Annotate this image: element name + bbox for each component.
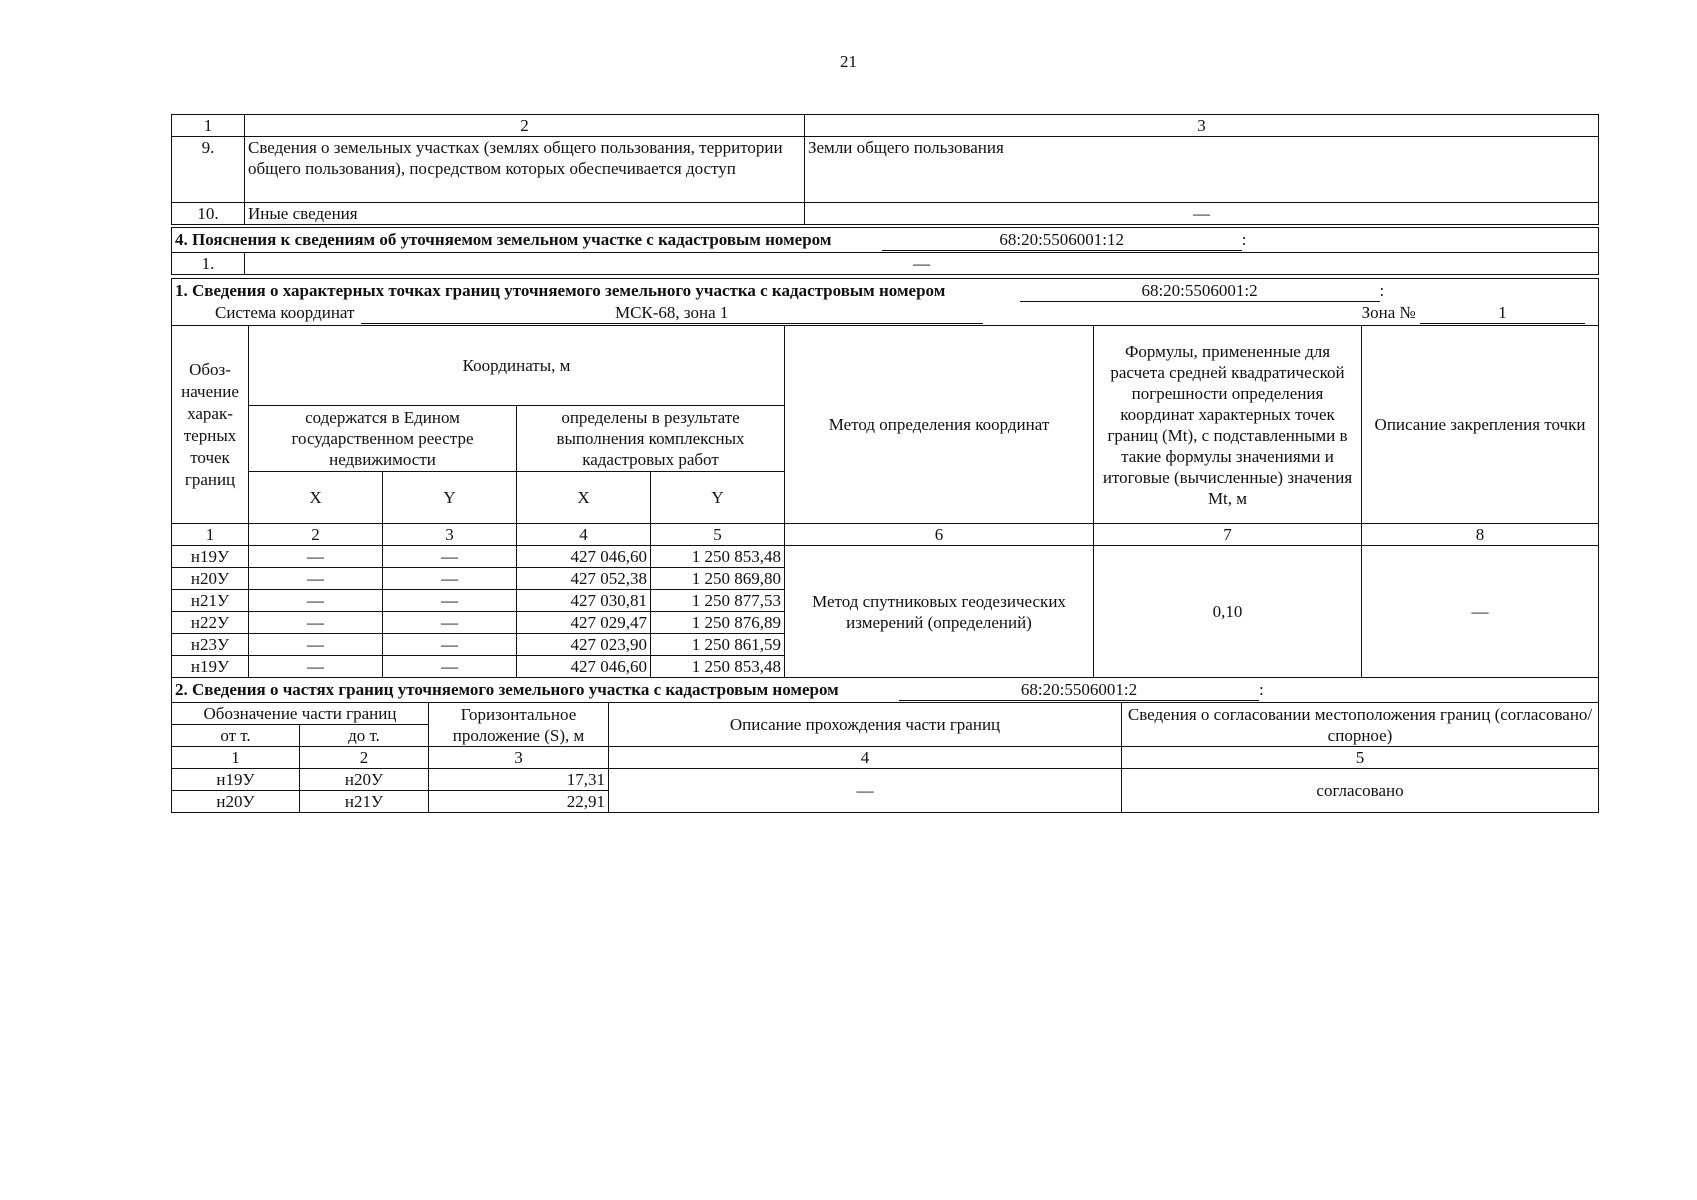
top-table-header-row xyxy=(172,115,1599,137)
point-y1: — xyxy=(383,656,517,678)
header-description: Описание закрепления точки xyxy=(1362,326,1599,524)
header-y: Y xyxy=(651,472,785,524)
agreement-value: согласовано xyxy=(1122,769,1599,813)
table-row xyxy=(172,769,1599,791)
section2-title: 2. Сведения о частях границ уточняемого земельного участка с кадастровым номером xyxy=(175,680,839,699)
header-y: Y xyxy=(383,472,517,524)
col-number: 2 xyxy=(245,115,805,137)
point-y1: — xyxy=(383,546,517,568)
col-number: 3 xyxy=(805,115,1599,137)
col-number: 3 xyxy=(429,747,609,769)
col-number: 7 xyxy=(1094,524,1362,546)
point-x2: 427 029,47 xyxy=(517,612,651,634)
point-x2: 427 046,60 xyxy=(517,546,651,568)
row-value: — xyxy=(805,203,1599,225)
zone-value: 1 xyxy=(1420,302,1585,324)
section4-colon: : xyxy=(1241,230,1247,249)
section1-header xyxy=(172,279,1599,326)
table-row xyxy=(172,203,1599,225)
section1-cadastral-number: 68:20:5506001:2 xyxy=(1020,280,1380,302)
section1-col-numbers xyxy=(172,524,1599,546)
col-number: 1 xyxy=(172,524,249,546)
col-number: 6 xyxy=(785,524,1094,546)
header-point: Обоз-начение харак-терных точек границ xyxy=(172,326,249,524)
col-number: 1 xyxy=(172,115,245,137)
point-y1: — xyxy=(383,634,517,656)
header-x: X xyxy=(517,472,651,524)
col-number: 2 xyxy=(249,524,383,546)
part-length: 22,91 xyxy=(429,791,609,813)
table-row xyxy=(172,137,1599,203)
col-number: 8 xyxy=(1362,524,1599,546)
zone-label: Зона № xyxy=(1361,303,1416,322)
part-length: 17,31 xyxy=(429,769,609,791)
page-number: 21 xyxy=(840,52,857,71)
document-body xyxy=(171,114,1599,813)
header-length: Горизонтальное проложение (S), м xyxy=(429,703,609,747)
header-passage: Описание прохождения части границ xyxy=(609,703,1122,747)
point-name: н23У xyxy=(172,634,249,656)
point-x2: 427 052,38 xyxy=(517,568,651,590)
col-number: 4 xyxy=(609,747,1122,769)
point-x1: — xyxy=(249,612,383,634)
header-egrn: содержатся в Едином государственном реестре недвижимости xyxy=(249,406,517,472)
section2-header xyxy=(172,678,1599,703)
header-x: X xyxy=(249,472,383,524)
section4-cadastral-number: 68:20:5506001:12 xyxy=(882,229,1242,251)
top-info-table xyxy=(171,114,1599,225)
col-number: 5 xyxy=(1122,747,1599,769)
coord-system-line xyxy=(175,302,1595,324)
description-value: — xyxy=(1362,546,1599,678)
passage-value: — xyxy=(609,769,1122,813)
row-number: 10. xyxy=(172,203,245,225)
point-name: н22У xyxy=(172,612,249,634)
method-value: Метод спутниковых геодезических измерений (определений) xyxy=(785,546,1094,678)
header-kkr: определены в результате выполнения комплексных кадастровых работ xyxy=(517,406,785,472)
table-row xyxy=(172,253,1599,275)
col-number: 5 xyxy=(651,524,785,546)
section4-header xyxy=(172,228,1599,253)
section1-title: 1. Сведения о характерных точках границ уточняемого земельного участка с кадастровым номером xyxy=(175,281,946,300)
point-y2: 1 250 853,48 xyxy=(651,546,785,568)
point-x1: — xyxy=(249,590,383,612)
point-x1: — xyxy=(249,546,383,568)
point-y1: — xyxy=(383,612,517,634)
row-label: Сведения о земельных участках (землях общего пользования, территории общего пользования), посредством которых обеспечивается доступ xyxy=(245,137,805,203)
point-name: н20У xyxy=(172,568,249,590)
point-x2: 427 046,60 xyxy=(517,656,651,678)
row-label: Иные сведения xyxy=(245,203,805,225)
point-x1: — xyxy=(249,634,383,656)
point-name: н19У xyxy=(172,546,249,568)
section2-header-row-a xyxy=(172,703,1599,725)
section4-table xyxy=(171,227,1599,275)
point-x2: 427 023,90 xyxy=(517,634,651,656)
header-agreement: Сведения о согласовании местоположения границ (согласовано/спорное) xyxy=(1122,703,1599,747)
row-value: Земли общего пользования xyxy=(805,137,1599,203)
part-from: н19У xyxy=(172,769,300,791)
table-row xyxy=(172,546,1599,568)
point-x1: — xyxy=(249,656,383,678)
point-name: н19У xyxy=(172,656,249,678)
section1-colon: : xyxy=(1379,281,1385,300)
point-y2: 1 250 877,53 xyxy=(651,590,785,612)
col-number: 2 xyxy=(300,747,429,769)
header-coords: Координаты, м xyxy=(249,326,785,406)
point-y2: 1 250 853,48 xyxy=(651,656,785,678)
section2-col-numbers xyxy=(172,747,1599,769)
row-number: 1. xyxy=(172,253,245,275)
row-number: 9. xyxy=(172,137,245,203)
part-from: н20У xyxy=(172,791,300,813)
header-formula: Формулы, примененные для расчета средней квадратической погрешности определения координат характерных точек границ (Mt), с подставленными в такие формулы значениями и итоговые (вычисленные) значения Mt, м xyxy=(1094,326,1362,524)
header-to: до т. xyxy=(300,725,429,747)
coord-system-label: Система координат xyxy=(215,303,355,322)
col-number: 4 xyxy=(517,524,651,546)
point-name: н21У xyxy=(172,590,249,612)
point-y1: — xyxy=(383,590,517,612)
point-x2: 427 030,81 xyxy=(517,590,651,612)
point-y2: 1 250 861,59 xyxy=(651,634,785,656)
point-y2: 1 250 869,80 xyxy=(651,568,785,590)
section1-table xyxy=(171,278,1599,678)
col-number: 3 xyxy=(383,524,517,546)
point-y1: — xyxy=(383,568,517,590)
part-to: н21У xyxy=(300,791,429,813)
header-from: от т. xyxy=(172,725,300,747)
header-method: Метод определения координат xyxy=(785,326,1094,524)
section2-table xyxy=(171,678,1599,813)
point-y2: 1 250 876,89 xyxy=(651,612,785,634)
part-to: н20У xyxy=(300,769,429,791)
row-value: — xyxy=(245,253,1599,275)
point-x1: — xyxy=(249,568,383,590)
coord-system-value: МСК-68, зона 1 xyxy=(361,302,983,324)
section2-cadastral-number: 68:20:5506001:2 xyxy=(899,679,1259,701)
header-part: Обозначение части границ xyxy=(172,703,429,725)
section2-colon: : xyxy=(1259,680,1264,699)
section4-title: 4. Пояснения к сведениям об уточняемом земельном участке с кадастровым номером xyxy=(175,230,832,249)
col-number: 1 xyxy=(172,747,300,769)
zone-group xyxy=(1362,302,1585,324)
section1-header-row-a xyxy=(172,326,1599,406)
mt-value: 0,10 xyxy=(1094,546,1362,678)
